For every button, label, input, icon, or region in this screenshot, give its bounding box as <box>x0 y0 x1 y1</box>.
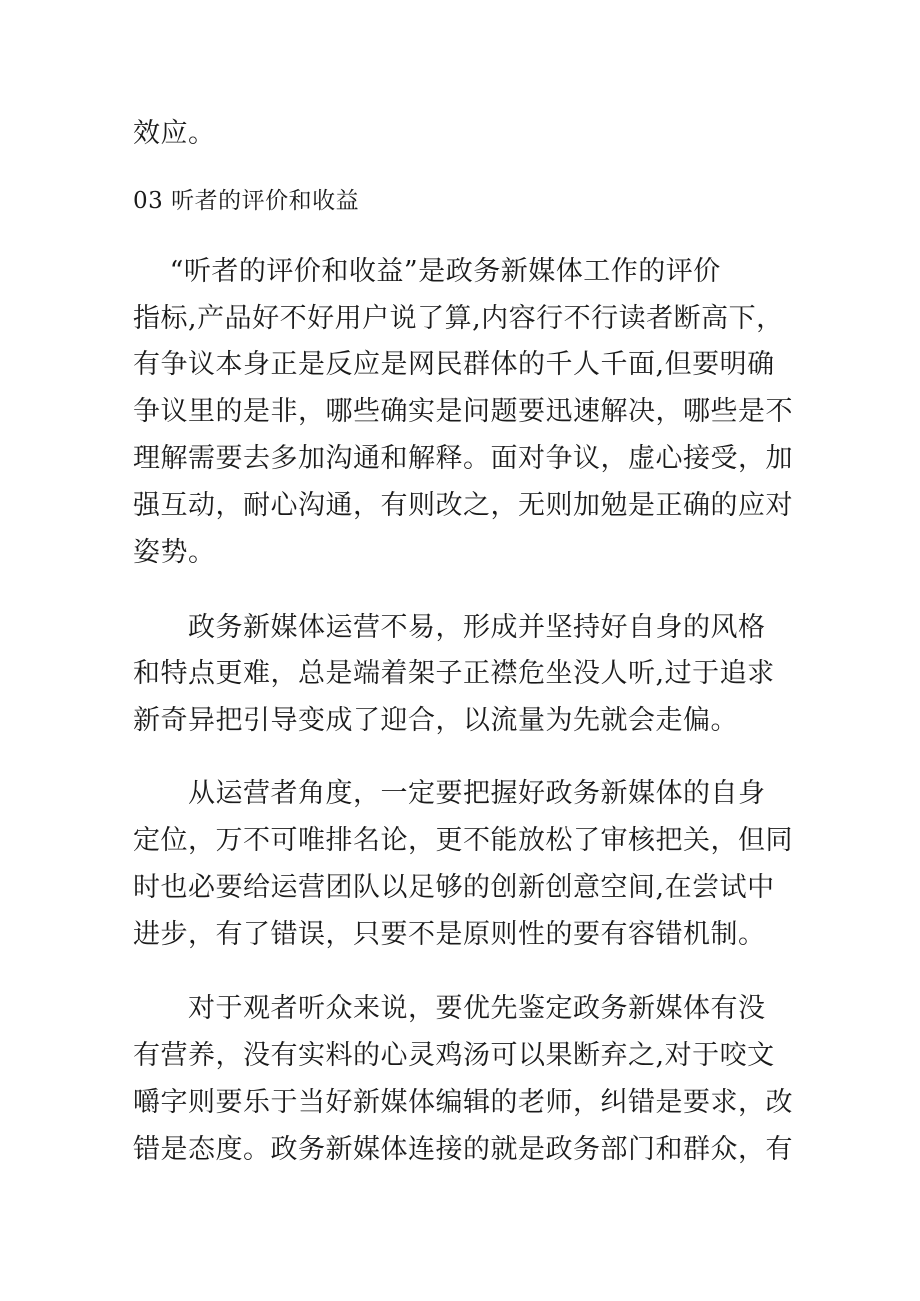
text-line: 理解需要去多加沟通和解释。面对争议，虚心接受，加 <box>133 443 793 474</box>
text-line: “听者的评价和收益”是政务新媒体工作的评价 <box>133 256 721 287</box>
text-line: 指标,产品好不好用户说了算,内容行不行读者断高下， <box>133 303 784 334</box>
text-line: 政务新媒体运营不易，形成并坚持好自身的风格 <box>133 612 766 643</box>
text-line: 定位，万不可唯排名论，更不能放松了审核把关，但同 <box>133 825 793 856</box>
text-line: 和特点更难，总是端着架子正襟危坐没人听,过于追求 <box>133 658 775 689</box>
text-line: 有营养，没有实料的心灵鸡汤可以果断弃之,对于咬文 <box>133 1040 775 1071</box>
text-line: 错是态度。政务新媒体连接的就是政务部门和群众，有 <box>133 1134 793 1165</box>
text-line: 从运营者角度，一定要把握好政务新媒体的自身 <box>133 778 766 809</box>
text-line: 有争议本身正是反应是网民群体的千人千面,但要明确 <box>133 349 775 380</box>
text-line: 争议里的是非，哪些确实是问题要迅速解决，哪些是不 <box>133 396 793 427</box>
section-heading: 03 听者的评价和收益 <box>133 188 360 214</box>
text-line: 进步，有了错误，只要不是原则性的要有容错机制。 <box>133 919 766 950</box>
text-line: 姿势。 <box>133 537 216 568</box>
text-line: 时也必要给运营团队以足够的创新创意空间,在尝试中 <box>133 872 775 903</box>
text-line: 嚼字则要乐于当好新媒体编辑的老师，纠错是要求，改 <box>133 1087 793 1118</box>
text-line: 对于观者听众来说，要优先鉴定政务新媒体有没 <box>133 993 766 1024</box>
text-line: 强互动，耐心沟通，有则改之，无则加勉是正确的应对 <box>133 490 793 521</box>
text-line: 新奇异把引导变成了迎合，以流量为先就会走偏。 <box>133 705 738 736</box>
text-line: 效应。 <box>133 118 216 149</box>
